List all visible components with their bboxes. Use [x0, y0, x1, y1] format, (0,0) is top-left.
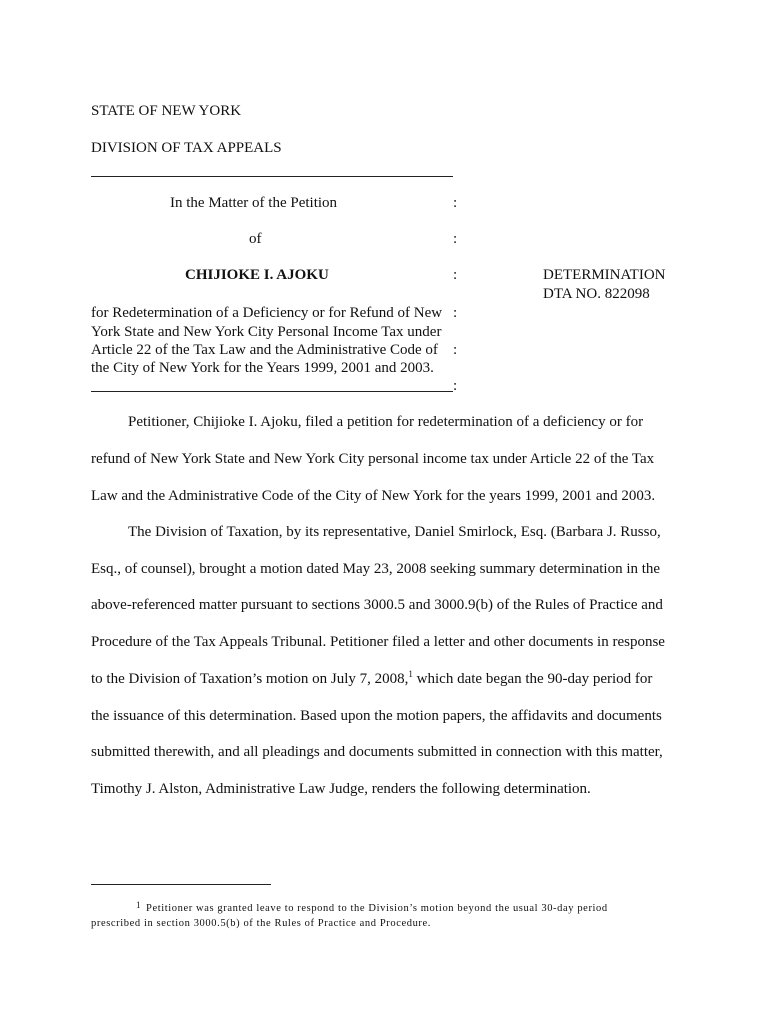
body-line: Law and the Administrative Code of the City of New York for the years 1999, 2001 and 2003. [91, 488, 656, 504]
caption-description-line: for Redetermination of a Deficiency or for Refund of New [91, 305, 443, 321]
petitioner-name: CHIJIOKE I. AJOKU [185, 267, 329, 283]
body-line: The Division of Taxation, by its representative, Daniel Smirlock, Esq. (Barbara J. Russo, [128, 524, 661, 540]
caption-rule [91, 391, 453, 392]
footnote-line: Petitioner was granted leave to respond to the Division’s motion beyond the usual 30-day period [146, 903, 608, 914]
body-line: Timothy J. Alston, Administrative Law Judge, renders the following determination. [91, 781, 591, 797]
header-rule [91, 176, 453, 177]
body-text-segment: to the Division of Taxation’s motion on July 7, 2008, [91, 671, 409, 687]
of-line: of [249, 231, 262, 247]
body-line: submitted therewith, and all pleadings and documents submitted in connection with this matter, [91, 744, 663, 760]
dta-number: DTA NO. 822098 [543, 286, 650, 302]
caption-description-line: the City of New York for the Years 1999, 2001 and 2003. [91, 360, 434, 376]
footnote-reference[interactable]: 1 [408, 669, 413, 679]
caption-colon: : [453, 378, 458, 394]
body-text-segment: which date began the 90-day period for [412, 671, 653, 687]
body-line: above-referenced matter pursuant to sections 3000.5 and 3000.9(b) of the Rules of Practice and [91, 597, 663, 613]
body-line-with-footnote [91, 671, 652, 688]
caption-description-line: York State and New York City Personal Income Tax under [91, 324, 442, 340]
footnote-line: prescribed in section 3000.5(b) of the Rules of Practice and Procedure. [91, 918, 432, 929]
state-heading: STATE OF NEW YORK [91, 103, 242, 119]
division-heading: DIVISION OF TAX APPEALS [91, 140, 282, 156]
matter-line: In the Matter of the Petition [170, 195, 338, 211]
caption-colon: : [453, 267, 458, 283]
caption-colon: : [453, 195, 458, 211]
body-line: the issuance of this determination. Based upon the motion papers, the affidavits and documents [91, 708, 662, 724]
determination-title: DETERMINATION [543, 267, 666, 283]
caption-description-line: Article 22 of the Tax Law and the Administrative Code of [91, 342, 438, 358]
caption-colon: : [453, 231, 458, 247]
body-line: Petitioner, Chijioke I. Ajoku, filed a petition for redetermination of a deficiency or for [128, 414, 644, 430]
body-line: refund of New York State and New York City personal income tax under Article 22 of the Tax [91, 451, 655, 467]
footnote-marker: 1 [136, 900, 142, 910]
caption-colon: : [453, 342, 458, 358]
caption-colon: : [453, 305, 458, 321]
body-line: Procedure of the Tax Appeals Tribunal. Petitioner filed a letter and other documents in response [91, 634, 665, 650]
body-line: Esq., of counsel), brought a motion dated May 23, 2008 seeking summary determination in the [91, 561, 661, 577]
footnote-rule [91, 884, 271, 885]
